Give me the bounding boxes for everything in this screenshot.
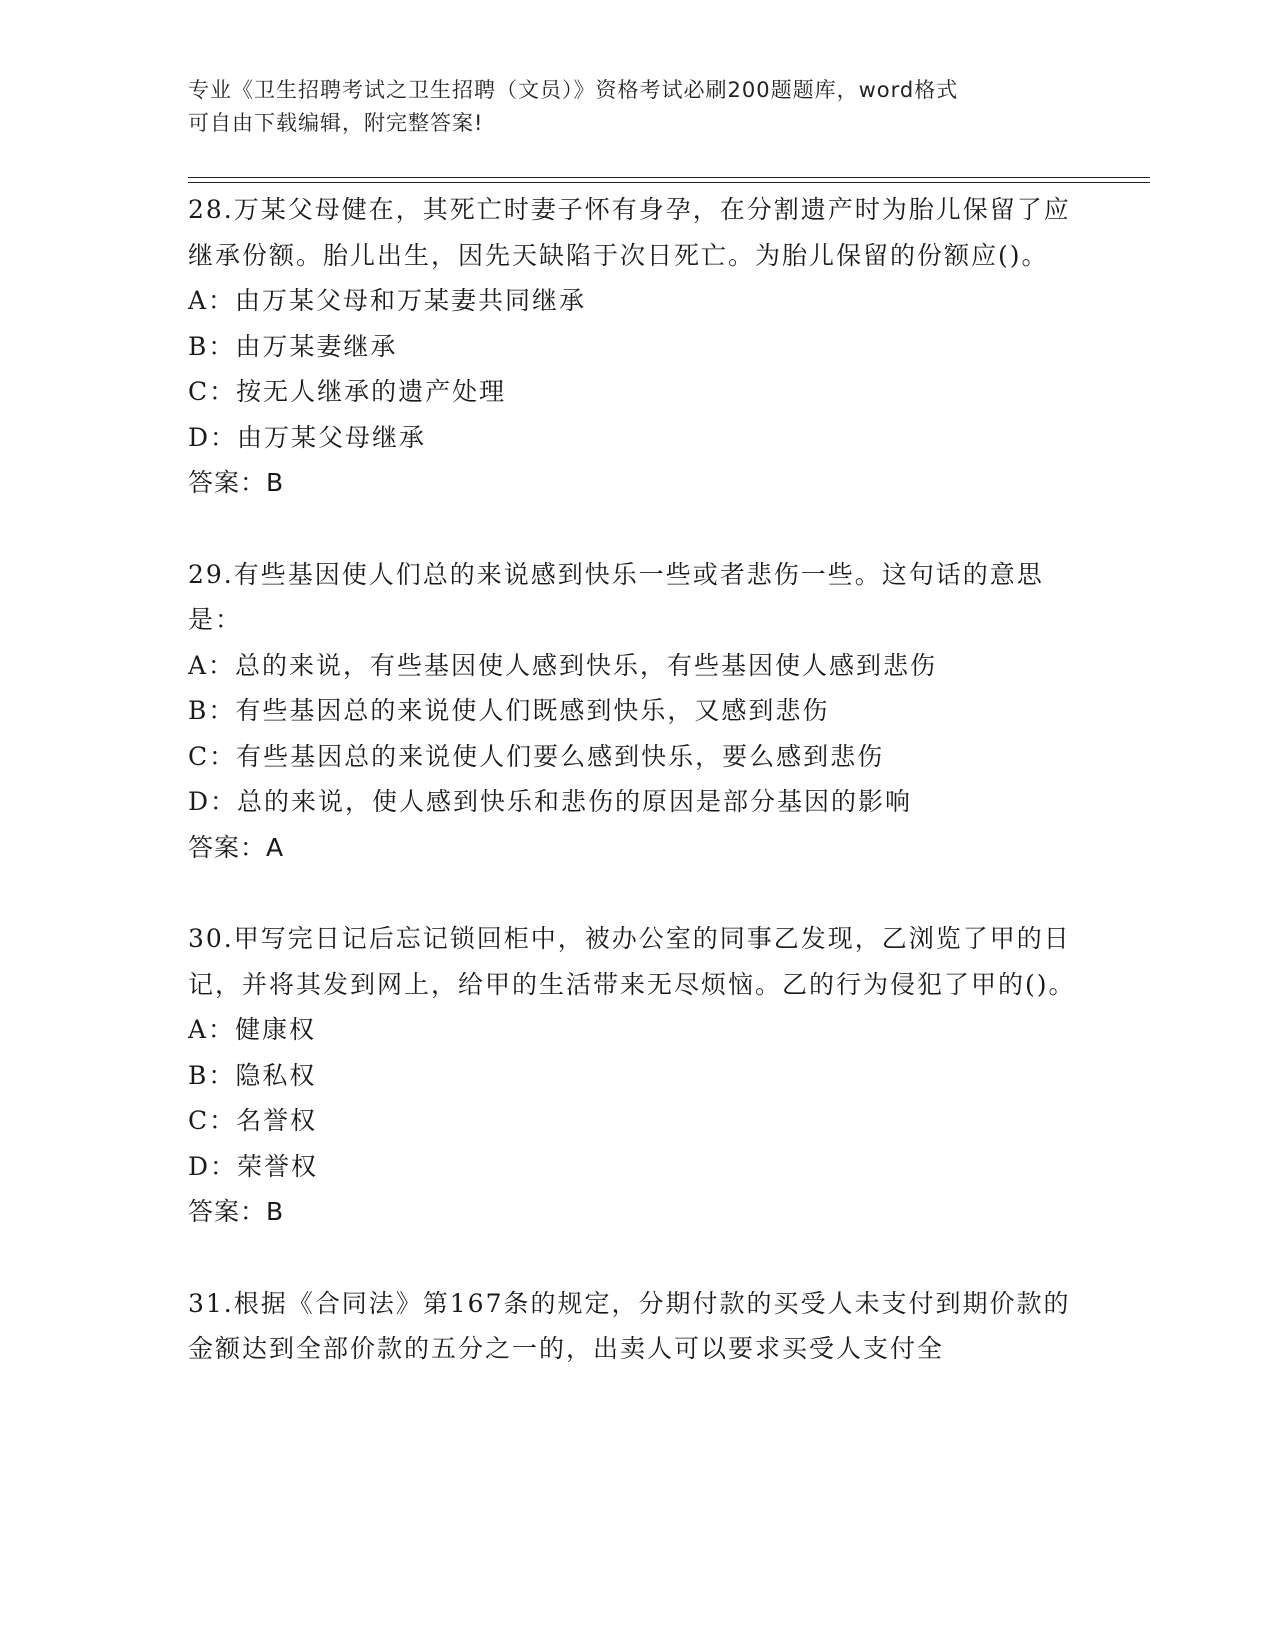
header-divider bbox=[188, 177, 1150, 183]
header-line-2: 可自由下载编辑，附完整答案! bbox=[188, 111, 484, 135]
option-b: B：由万某妻继承 bbox=[188, 331, 398, 361]
question-list bbox=[188, 187, 1088, 1418]
option-a: A：由万某父母和万某妻共同继承 bbox=[188, 286, 587, 315]
option-a: A：总的来说，有些基因使人感到快乐，有些基因使人感到悲伤 bbox=[188, 650, 938, 680]
answer-line: 答案：B bbox=[188, 1197, 285, 1226]
question-stem: 31.根据《合同法》第167条的规定，分期付款的买受人未支付到期价款的金额达到全部价款的五分之一的，出卖人可以要求买受人支付全 bbox=[188, 1288, 1071, 1363]
option-c: C：按无人继承的遗产处理 bbox=[188, 377, 507, 406]
option-c: C：名誉权 bbox=[188, 1106, 318, 1135]
question-stem: 28.万某父母健在，其死亡时妻子怀有身孕，在分割遗产时为胎儿保留了应继承份额。胎儿出生，因先天缺陷于次日死亡。为胎儿保留的份额应()。 bbox=[188, 195, 1071, 270]
option-d: D：荣誉权 bbox=[188, 1151, 319, 1181]
option-d: D：由万某父母继承 bbox=[188, 422, 427, 452]
answer-line: 答案：A bbox=[188, 832, 285, 862]
option-b: B：有些基因总的来说使人们既感到快乐，又感到悲伤 bbox=[188, 696, 830, 725]
header-line-1: 专业《卫生招聘考试之卫生招聘（文员）》资格考试必刷200题题库，word格式 bbox=[188, 78, 959, 102]
question-stem: 29.有些基因使人们总的来说感到快乐一些或者悲伤一些。这句话的意思是： bbox=[188, 559, 1044, 634]
question-31 bbox=[188, 1281, 1088, 1372]
page-header bbox=[188, 74, 1068, 140]
answer-line: 答案：B bbox=[188, 468, 285, 497]
question-28 bbox=[188, 187, 1088, 506]
option-c: C：有些基因总的来说使人们要么感到快乐，要么感到悲伤 bbox=[188, 741, 885, 771]
option-d: D：总的来说，使人感到快乐和悲伤的原因是部分基因的影响 bbox=[188, 787, 913, 816]
question-stem: 30.甲写完日记后忘记锁回柜中，被办公室的同事乙发现，乙浏览了甲的日记，并将其发到网上，给甲的生活带来无尽烦恼。乙的行为侵犯了甲的()。 bbox=[188, 924, 1076, 999]
option-b: B：隐私权 bbox=[188, 1060, 317, 1090]
option-a: A：健康权 bbox=[188, 1015, 317, 1044]
question-29 bbox=[188, 552, 1088, 871]
question-30 bbox=[188, 916, 1088, 1235]
